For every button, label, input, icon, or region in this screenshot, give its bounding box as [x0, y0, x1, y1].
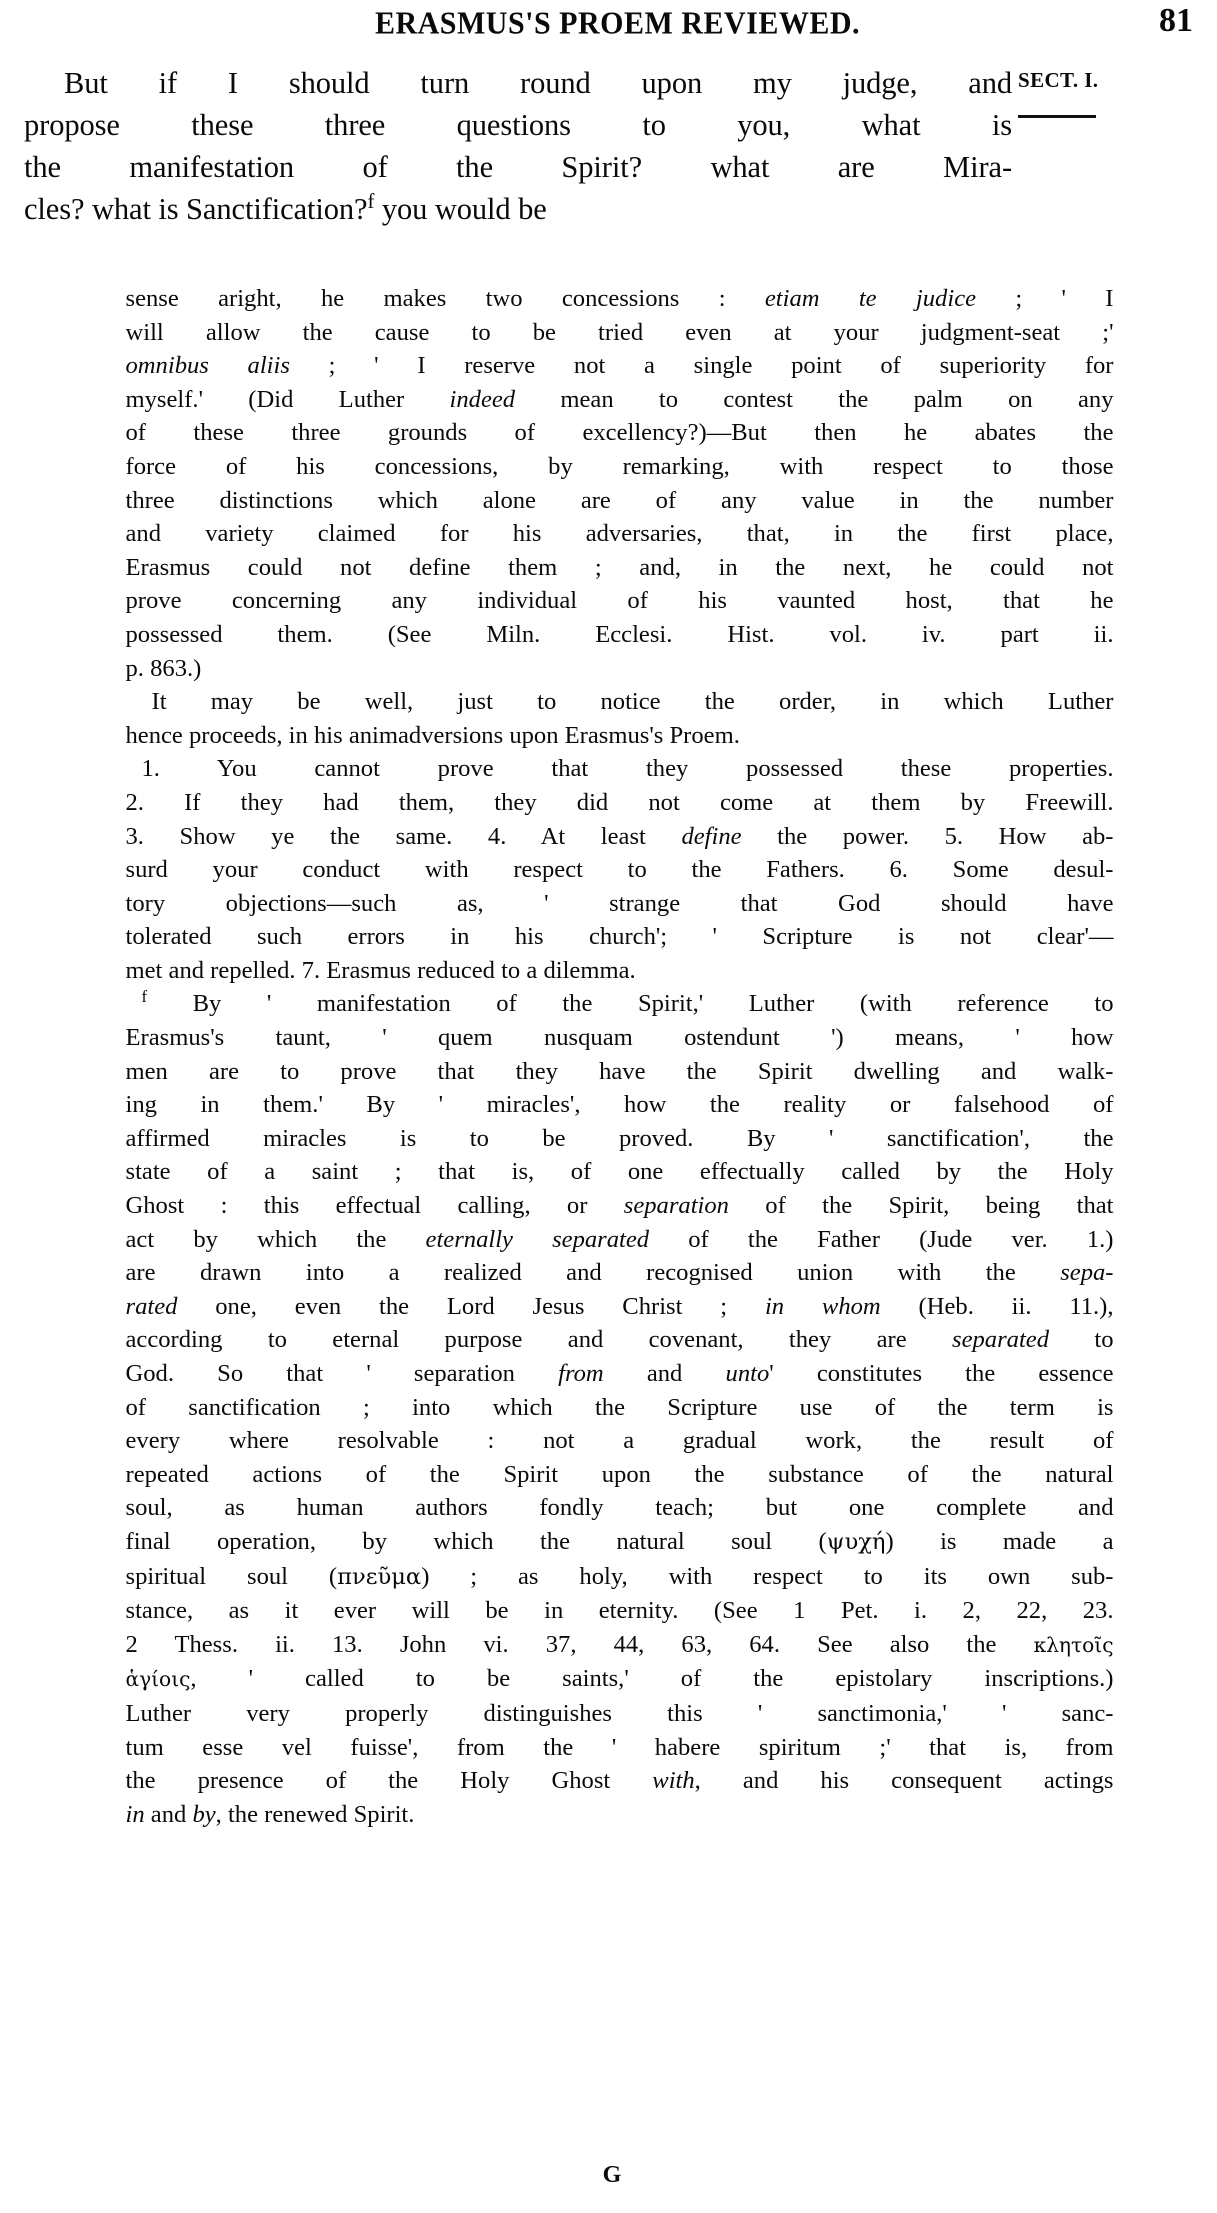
body-line: It may be well, just to notice the order, in which Luther — [151, 688, 1114, 716]
body-line: myself.' (Did Luther indeed mean to contest the palm on any — [125, 385, 1114, 413]
footnote-line: rated one, even the Lord Jesus Christ ; in whom (Heb. ii. 11.), — [125, 1292, 1114, 1320]
sidenote-rule — [1018, 115, 1096, 118]
body-line: possessed them. (See Miln. Ecclesi. Hist. vol. iv. part ii. — [125, 620, 1114, 648]
footnote-line: the presence of the Holy Ghost with, and his consequent actings — [125, 1767, 1114, 1795]
footnote-line: tum esse vel fuisse', from the ' habere spiritum ;' that is, from — [125, 1733, 1114, 1761]
footnote-f — [126, 987, 1114, 1831]
opening-line-1: But if I should turn round upon my judge, and — [64, 66, 1012, 100]
body-line: tory objections—such as, ' strange that God should have — [125, 889, 1114, 917]
footnote-line: affirmed miracles is to be proved. By ' sanctification', the — [125, 1124, 1114, 1152]
footnote-line: act by which the eternally separated of the Father (Jude ver. 1.) — [125, 1225, 1114, 1253]
page-number: 81 — [1159, 2, 1193, 39]
body-line: 1. You cannot prove that they possessed these properties. — [141, 755, 1114, 783]
section-sidenote — [1012, 62, 1187, 118]
footnote-line: God. So that ' separation from and unto' constitutes the essence — [125, 1360, 1114, 1387]
footnote-line: in and by, the renewed Spirit. — [125, 1800, 415, 1828]
footnote-line: every where resolvable : not a gradual work, the result of — [125, 1427, 1114, 1455]
footnote-line: are drawn into a realized and recognised union with the sepa- — [125, 1259, 1114, 1287]
greek-psyche: ψυχή — [826, 1528, 886, 1555]
order-paragraph — [126, 685, 1114, 752]
footnote-line: Ghost : this effectual calling, or separation of the Spirit, being that — [125, 1192, 1114, 1220]
opening-paragraph — [0, 62, 1012, 230]
greek-pneuma: πνεῦμα — [337, 1563, 422, 1590]
opening-section — [0, 62, 1217, 230]
body-line: p. 863.) — [125, 654, 202, 682]
body-line: 2. If they had them, they did not come at them by Freewill. — [125, 788, 1114, 816]
footnote-marker-ref: f — [367, 190, 375, 213]
body-line: hence proceeds, in his animadversions upon Erasmus's Proem. — [125, 721, 740, 749]
body-line: prove concerning any individual of his vaunted host, that he — [125, 587, 1114, 615]
body-line: met and repelled. 7. Erasmus reduced to a dilemma. — [125, 956, 636, 984]
page-title: ERASMUS'S PROEM REVIEWED. — [374, 6, 861, 41]
footnote-line: stance, as it ever will be in eternity. (See 1 Pet. i. 2, 22, 23. — [125, 1597, 1114, 1625]
body-line: omnibus aliis ; ' I reserve not a single point of superiority for — [125, 352, 1114, 380]
body-line: sense aright, he makes two concessions : etiam te judice ; ' I — [125, 285, 1114, 312]
body-line: Erasmus could not define them ; and, in the next, he could not — [125, 553, 1114, 581]
footnote-line: final operation, by which the natural soul (ψυχή) is made a — [125, 1527, 1114, 1555]
footnote-line: $^f$ By ' manifestation of the Spirit,' Luther (with reference to — [141, 987, 1114, 1018]
footnote-line: 2 Thess. ii. 13. John vi. 37, 44, 63, 64. See also the κλητοῖς — [125, 1630, 1114, 1658]
body-line: surd your conduct with respect to the Fathers. 6. Some desul- — [125, 856, 1114, 884]
body-line: tolerated such errors in his church'; ' Scripture is not clear'— — [125, 923, 1114, 951]
opening-line-3: the manifestation of the Spirit? what are Mira- — [24, 150, 1012, 184]
footnote-line: spiritual soul (πνεῦμα) ; as holy, with respect to its own sub- — [125, 1562, 1114, 1590]
opening-line-2: propose these three questions to you, what is — [24, 108, 1012, 142]
footnote-line: according to eternal purpose and covenant, they are separated to — [125, 1326, 1114, 1354]
continuation-paragraph — [126, 282, 1114, 685]
signature-mark: G — [602, 2162, 623, 2188]
sidenote-label: SECT. I. — [1018, 68, 1099, 92]
book-page — [0, 2, 1217, 2213]
footnote-line: state of a saint ; that is, of one effectually called by the Holy — [125, 1158, 1114, 1186]
greek-hagiois: ἁγίοις — [125, 1667, 191, 1692]
footnote-line: Luther very properly distinguishes this ' sanctimonia,' ' sanc- — [125, 1699, 1114, 1727]
running-head — [0, 2, 1217, 52]
footnote-line: soul, as human authors fondly teach; but one complete and — [125, 1494, 1114, 1522]
footnote-line: ἁγίοις, ' called to be saints,' of the epistolary inscriptions.) — [125, 1665, 1114, 1693]
body-line: force of his concessions, by remarking, with respect to those — [125, 452, 1114, 480]
body-line: will allow the cause to be tried even at your judgment-seat ;' — [125, 318, 1114, 346]
opening-line-4: cles? what is Sanctification?$^f$ you would be — [24, 190, 547, 226]
body-text — [104, 282, 1114, 1831]
footnote-line: of sanctification ; into which the Scripture use of the term is — [125, 1393, 1114, 1421]
body-line: and variety claimed for his adversaries, that, in the first place, — [125, 520, 1114, 548]
footnote-line: men are to prove that they have the Spirit dwelling and walk- — [125, 1057, 1114, 1085]
footnote-marker: f — [141, 987, 148, 1007]
greek-kletois: κλητοῖς — [1033, 1632, 1114, 1657]
body-line: 3. Show ye the same. 4. At least define the power. 5. How ab- — [125, 822, 1114, 850]
footnote-line: ing in them.' By ' miracles', how the reality or falsehood of — [125, 1091, 1114, 1119]
footnote-line: repeated actions of the Spirit upon the substance of the natural — [125, 1460, 1114, 1488]
footnote-line: Erasmus's taunt, ' quem nusquam ostendunt ') means, ' how — [125, 1024, 1114, 1052]
body-line: three distinctions which alone are of any value in the number — [125, 486, 1114, 514]
body-line: of these three grounds of excellency?)—But then he abates the — [125, 419, 1114, 447]
enumeration-paragraph — [126, 752, 1114, 987]
